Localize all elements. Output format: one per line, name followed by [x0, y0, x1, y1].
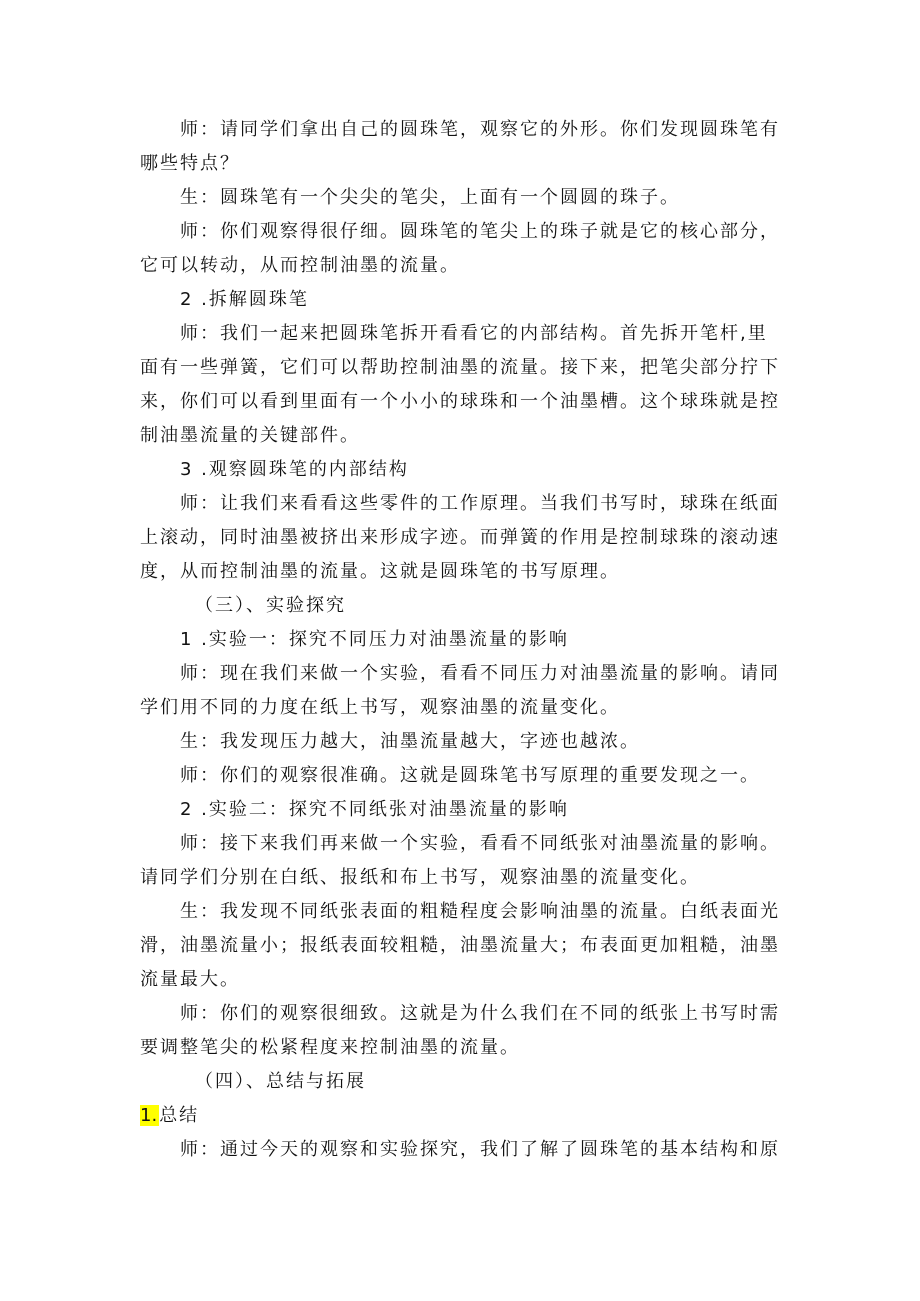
paragraph [140, 181, 800, 215]
line-text: 面有一些弹簧，它们可以帮助控制油墨的流量。接下来，把笔尖部分拧下 [140, 357, 780, 378]
section-heading [140, 1065, 800, 1099]
paragraph [140, 759, 800, 793]
line-text: 请同学们分别在白纸、报纸和布上书写，观察油墨的流量变化。 [140, 867, 700, 888]
line-text: 1 .实验一：探究不同压力对油墨流量的影响 [180, 629, 569, 650]
text-line [140, 963, 800, 997]
paragraph [140, 283, 800, 317]
text-line [140, 929, 800, 963]
text-line [140, 691, 800, 725]
text-line [140, 385, 800, 419]
paragraph [140, 657, 800, 725]
line-text: 师：接下来我们再来做一个实验，看看不同纸张对油墨流量的影响。 [180, 833, 780, 854]
text-line [140, 521, 800, 555]
paragraph [140, 487, 800, 589]
text-line [140, 113, 800, 147]
paragraph [140, 997, 800, 1065]
line-text: （四）、总结与拓展 [195, 1071, 366, 1092]
text-line [140, 1099, 800, 1133]
text-line [140, 147, 800, 181]
text-line [140, 215, 800, 249]
line-text: 制油墨流量的关键部件。 [140, 425, 360, 446]
line-text: 上滚动，同时油墨被挤出来形成字迹。而弹簧的作用是控制球珠的滚动速 [140, 527, 780, 548]
line-text: 总结 [159, 1105, 200, 1126]
text-line [140, 283, 800, 317]
text-line [140, 997, 800, 1031]
line-text: 滑，油墨流量小；报纸表面较粗糙，油墨流量大；布表面更加粗糙，油墨 [140, 935, 780, 956]
text-line [140, 181, 800, 215]
line-text: 它可以转动，从而控制油墨的流量。 [140, 255, 460, 276]
text-line [140, 249, 800, 283]
line-text: 流量最大。 [140, 969, 240, 990]
text-line [140, 317, 800, 351]
line-text: 生：圆珠笔有一个尖尖的笔尖，上面有一个圆圆的珠子。 [180, 187, 680, 208]
line-text: 2 .拆解圆珠笔 [180, 289, 309, 310]
paragraph [140, 725, 800, 759]
paragraph [140, 827, 800, 895]
highlighted-number: 1. [140, 1105, 158, 1126]
line-text: 3 .观察圆珠笔的内部结构 [180, 459, 409, 480]
line-text: 学们用不同的力度在纸上书写，观察油墨的流量变化。 [140, 697, 620, 718]
text-line [140, 453, 800, 487]
text-line [140, 589, 800, 623]
line-text: 2 .实验二：探究不同纸张对油墨流量的影响 [180, 799, 569, 820]
text-line [140, 827, 800, 861]
text-line [140, 555, 800, 589]
text-line [140, 793, 800, 827]
paragraph [140, 113, 800, 181]
paragraph [140, 317, 800, 453]
paragraph [140, 895, 800, 997]
line-text: 师：现在我们来做一个实验，看看不同压力对油墨流量的影响。请同 [180, 663, 780, 684]
text-line [140, 351, 800, 385]
line-text: 生：我发现不同纸张表面的粗糙程度会影响油墨的流量。白纸表面光 [180, 901, 780, 922]
paragraph [140, 793, 800, 827]
line-text: 师：你们观察得很仔细。圆珠笔的笔尖上的珠子就是它的核心部分， [180, 221, 780, 242]
text-line [140, 1065, 800, 1099]
text-line [140, 487, 800, 521]
line-text: 师：请同学们拿出自己的圆珠笔，观察它的外形。你们发现圆珠笔有 [180, 119, 780, 140]
text-line [140, 861, 800, 895]
line-text: （三）、实验探究 [195, 595, 346, 616]
text-line [140, 759, 800, 793]
line-text: 来，你们可以看到里面有一个小小的球珠和一个油墨槽。这个球珠就是控 [140, 391, 780, 412]
text-line [140, 657, 800, 691]
text-line [140, 895, 800, 929]
line-text: 师：让我们来看看这些零件的工作原理。当我们书写时，球珠在纸面 [180, 493, 780, 514]
line-text: 师：你们的观察很准确。这就是圆珠笔书写原理的重要发现之一。 [180, 765, 760, 786]
text-line [140, 1031, 800, 1065]
line-text: 度，从而控制油墨的流量。这就是圆珠笔的书写原理。 [140, 561, 620, 582]
paragraph [140, 215, 800, 283]
line-text: 要调整笔尖的松紧程度来控制油墨的流量。 [140, 1037, 520, 1058]
paragraph [140, 453, 800, 487]
paragraph [140, 623, 800, 657]
text-line [140, 725, 800, 759]
text-line [140, 419, 800, 453]
line-text: 师：通过今天的观察和实验探究，我们了解了圆珠笔的基本结构和原 [180, 1139, 780, 1160]
line-text: 师：我们一起来把圆珠笔拆开看看它的内部结构。首先拆开笔杆,里 [180, 323, 768, 344]
text-line [140, 623, 800, 657]
line-text: 哪些特点？ [140, 153, 240, 174]
section-heading [140, 589, 800, 623]
line-text: 生：我发现压力越大，油墨流量越大，字迹也越浓。 [180, 731, 640, 752]
paragraph [140, 1133, 800, 1167]
document-body [140, 113, 800, 1167]
text-line [140, 1133, 800, 1167]
line-text: 师：你们的观察很细致。这就是为什么我们在不同的纸张上书写时需 [180, 1003, 780, 1024]
numbered-heading [140, 1099, 800, 1133]
